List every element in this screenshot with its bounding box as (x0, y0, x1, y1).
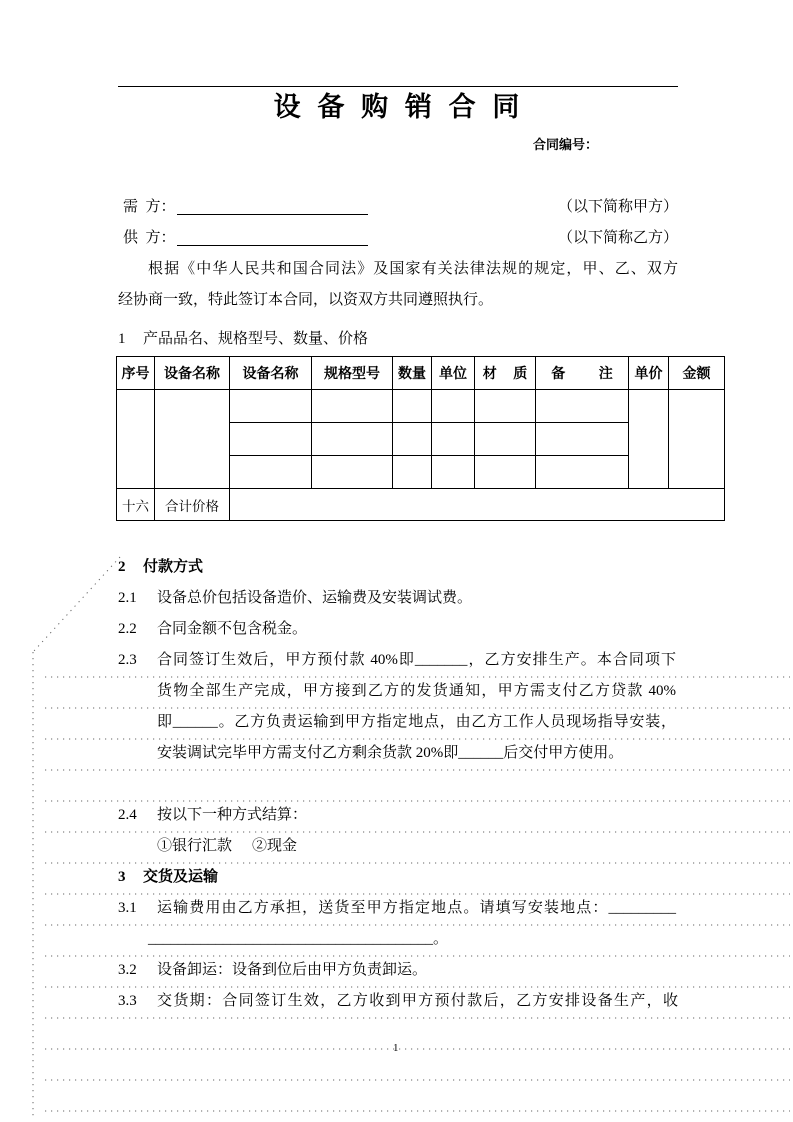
clause-text: 货物全部生产完成，甲方接到乙方的发货通知，甲方需支付乙方贷款 40% (157, 682, 676, 699)
party-buyer-blank (177, 192, 368, 215)
page-number: 1 (393, 1042, 399, 1054)
clause-2-3-line-4 (118, 738, 683, 769)
header-rule (118, 86, 678, 87)
section-3-title: 交货及运输 (143, 868, 219, 885)
clause-number: 3.1 (118, 899, 137, 916)
table-header-row (117, 357, 725, 390)
cell-device-name-2 (230, 423, 312, 456)
parties-and-intro (118, 192, 678, 316)
party-seller (118, 223, 678, 254)
intro-line-2: 经协商一致，特此签订本合同，以资双方共同遵照执行。 (118, 291, 494, 308)
section-1-number: 1 (118, 330, 126, 347)
section-1-heading (118, 324, 368, 355)
cell-unit (432, 423, 475, 456)
cell-material (475, 390, 536, 423)
table-total-row (117, 489, 725, 521)
clause-number: 2.1 (118, 589, 137, 606)
cell-unit (432, 456, 475, 489)
cell-model (312, 456, 393, 489)
clause-number: 3.3 (118, 992, 137, 1009)
header-unit: 单位 (432, 357, 475, 390)
header-remark: 备 注 (536, 357, 629, 390)
section-2-title: 付款方式 (143, 558, 204, 575)
clause-3-3 (118, 986, 683, 1017)
section-3-number: 3 (118, 868, 126, 885)
total-price-cell (230, 489, 725, 521)
clause-2-2 (118, 614, 683, 645)
party-buyer-note: （以下简称甲方） (557, 198, 678, 215)
party-seller-label: 供 方： (123, 229, 176, 246)
cell-quantity (393, 390, 432, 423)
section-2-heading (118, 552, 683, 583)
clause-2-3-line-2 (118, 676, 683, 707)
clause-2-1 (118, 583, 683, 614)
cell-device-name (155, 390, 230, 489)
payment-options (118, 831, 683, 862)
section-3-heading (118, 862, 683, 893)
option-cash: ②现金 (252, 837, 298, 854)
clause-text: 合同签订生效后，甲方预付款 40%即_______，乙方安排生产。本合同项下 (157, 651, 676, 668)
contract-number-label: 合同编号： (533, 137, 599, 152)
cell-quantity (393, 456, 432, 489)
section-2-number: 2 (118, 558, 126, 575)
cell-device-name-2 (230, 390, 312, 423)
clause-number: 2.3 (118, 651, 137, 668)
total-row-label: 合计价格 (155, 489, 230, 521)
clause-text: 按以下一种方式结算： (157, 806, 308, 823)
clause-number: 3.2 (118, 961, 137, 978)
clause-text: 合同金额不包含税金。 (157, 620, 308, 637)
clause-number: 2.4 (118, 806, 137, 823)
party-buyer (118, 192, 678, 223)
cell-remark (536, 456, 629, 489)
clause-text: 交货期：合同签订生效，乙方收到甲方预付款后，乙方安排设备生产，收 (157, 992, 678, 1009)
clause-text: 安装调试完毕甲方需支付乙方剩余货款 20%即______后交付甲方使用。 (157, 744, 624, 761)
clause-3-2 (118, 955, 683, 986)
cell-remark (536, 423, 629, 456)
cell-model (312, 390, 393, 423)
header-unit-price: 单价 (629, 357, 669, 390)
blank-line (118, 769, 683, 800)
clause-text: 设备卸运：设备到位后由甲方负责卸运。 (157, 961, 428, 978)
cell-unit (432, 390, 475, 423)
cell-device-name-2 (230, 456, 312, 489)
header-index: 序号 (117, 357, 155, 390)
clause-3-1-line-2 (118, 924, 683, 955)
cell-model (312, 423, 393, 456)
cell-remark (536, 390, 629, 423)
party-seller-blank (177, 223, 368, 246)
cell-quantity (393, 423, 432, 456)
clause-text: 设备总价包括设备造价、运输费及安装调试费。 (157, 589, 473, 606)
clause-3-1 (118, 893, 683, 924)
cell-index (117, 390, 155, 489)
header-material: 材 质 (475, 357, 536, 390)
header-amount: 金额 (669, 357, 725, 390)
clause-2-3-line-3 (118, 707, 683, 738)
clause-2-3 (118, 645, 683, 676)
table-row (117, 390, 725, 423)
clause-text: 运输费用由乙方承担，送货至甲方指定地点。请填写安装地点：_________ (157, 899, 676, 916)
header-quantity: 数量 (393, 357, 432, 390)
header-device-name-2: 设备名称 (230, 357, 312, 390)
party-buyer-label: 需 方： (123, 198, 176, 215)
clause-2-4 (118, 800, 683, 831)
document-title: 设 备 购 销 合 同 (273, 92, 525, 122)
total-row-index: 十六 (117, 489, 155, 521)
clause-number: 2.2 (118, 620, 137, 637)
cell-unit-price (629, 390, 669, 489)
product-table (116, 356, 725, 521)
header-device-name: 设备名称 (155, 357, 230, 390)
cell-material (475, 456, 536, 489)
clause-text: 即______。乙方负责运输到甲方指定地点，由乙方工作人员现场指导安装， (157, 713, 676, 730)
header-model: 规格型号 (312, 357, 393, 390)
terms-body (118, 552, 683, 1017)
cell-amount (669, 390, 725, 489)
section-1-title: 产品品名、规格型号、数量、价格 (143, 330, 369, 347)
clause-text: ______________________________________。 (148, 930, 449, 947)
option-bank-transfer: ①银行汇款 (157, 837, 233, 854)
party-seller-note: （以下简称乙方） (557, 229, 678, 246)
intro-line-1: 根据《中华人民共和国合同法》及国家有关法律法规的规定，甲、乙、双方 (148, 260, 678, 277)
cell-material (475, 423, 536, 456)
